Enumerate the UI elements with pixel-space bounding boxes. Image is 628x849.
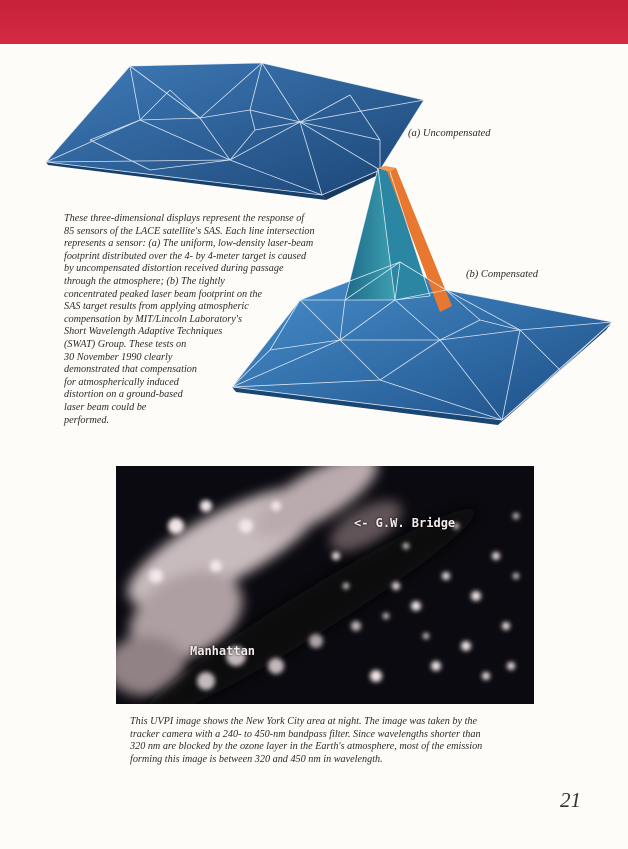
label-gw-bridge: <- G.W. Bridge xyxy=(354,516,456,530)
caption-line: laser beam could be xyxy=(64,401,147,413)
caption-line: (SWAT) Group. These tests on xyxy=(64,338,187,350)
caption-line: 30 November 1990 clearly xyxy=(64,351,173,363)
caption-line: footprint distributed over the 4- by 4-meter target is caused xyxy=(64,250,307,262)
caption-line: concentrated peaked laser beam footprint on the xyxy=(64,288,263,300)
caption-line: tracker camera with a 240- to 450-nm bandpass filter. Since wavelengths shorter than xyxy=(130,728,481,740)
label-manhattan: Manhattan xyxy=(190,644,256,658)
caption-line: Short Wavelength Adaptive Techniques xyxy=(64,326,223,338)
caption-line: 320 nm are blocked by the ozone layer in the Earth's atmosphere, most of the emission xyxy=(130,741,483,753)
caption-line: This UVPI image shows the New York City area at night. The image was taken by the xyxy=(130,716,478,727)
caption-line: through the atmosphere; (b) The tightly xyxy=(64,275,225,287)
caption-line: distortion on a ground-based xyxy=(64,389,183,401)
uncompensated-surface xyxy=(46,63,424,200)
night-lights-graphic xyxy=(116,466,534,704)
caption-line: by uncompensated distortion received during passage xyxy=(64,263,284,275)
caption-line: These three-dimensional displays represent the response of xyxy=(64,213,305,224)
caption-line: performed. xyxy=(64,414,109,426)
caption-uvpi-image xyxy=(130,716,482,766)
label-compensated: (b) Compensated xyxy=(466,269,539,280)
caption-line: for atmospherically induced xyxy=(64,376,179,388)
caption-line: 85 sensors of the LACE satellite's SAS. Each line intersection xyxy=(64,225,315,237)
page-number: 21 xyxy=(560,788,581,812)
label-uncompensated: (a) Uncompensated xyxy=(408,128,491,139)
caption-sensor-displays xyxy=(64,213,315,427)
caption-line: demonstrated that compensation xyxy=(64,364,197,376)
caption-line: forming this image is between 320 and 450 nm in wavelength. xyxy=(130,753,383,765)
uvpi-night-image xyxy=(116,466,534,704)
caption-line: represents a sensor: (a) The uniform, low-density laser-beam xyxy=(64,238,314,250)
caption-line: compensation by MIT/Lincoln Laboratory's xyxy=(64,313,242,325)
caption-line: SAS target results from applying atmospheric xyxy=(64,301,249,313)
